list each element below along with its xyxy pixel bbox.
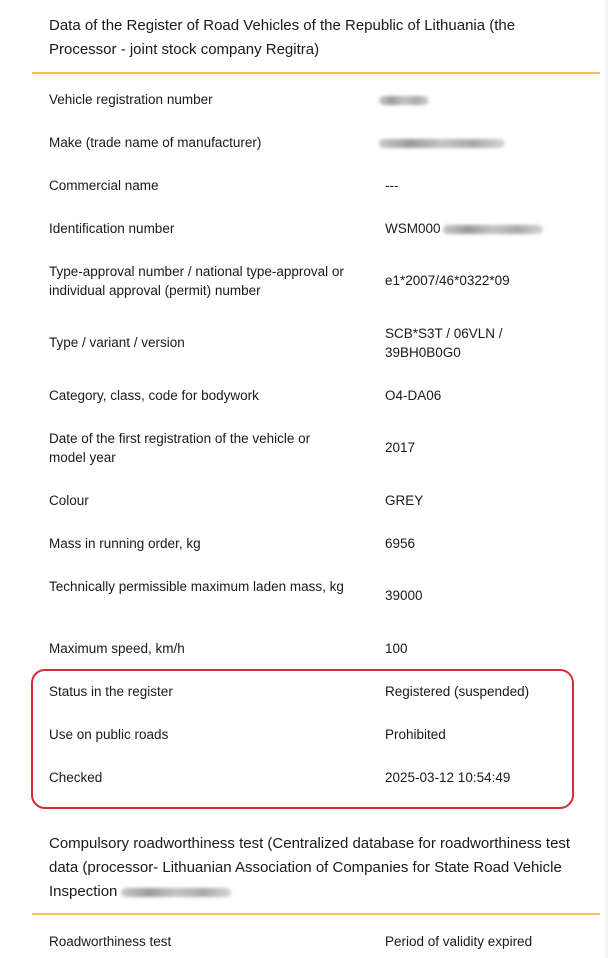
value-use-public-roads: Prohibited (385, 727, 446, 742)
register-section-title: Data of the Register of Road Vehicles of the Republic of Lithuania (the Processor - joint stock company Regitra) (49, 17, 516, 58)
label-checked: Checked (49, 770, 103, 785)
label-commercial-name: Commercial name (49, 178, 159, 193)
label-category: Category, class, code for bodywork (49, 388, 259, 403)
value-max-laden-mass: 39000 (385, 588, 423, 603)
label-type-approval-number: Type-approval number / national type-approval or individual approval (permit) number (49, 264, 344, 298)
value-checked: 2025-03-12 10:54:49 (385, 770, 511, 785)
label-first-registration: Date of the first registration of the vehicle or model year (49, 431, 311, 465)
redacted-blur (379, 139, 505, 148)
label-max-speed: Maximum speed, km/h (49, 641, 185, 656)
value-commercial-name: --- (385, 178, 399, 193)
label-mass-running-order: Mass in running order, kg (49, 536, 201, 551)
section-divider (32, 72, 600, 74)
value-identification-number: WSM000 (385, 219, 595, 238)
label-roadworthiness-test: Roadworthiness test (49, 934, 172, 949)
label-type-variant-version: Type / variant / version (49, 335, 185, 350)
value-type-approval-number: e1*2007/46*0322*09 (385, 273, 510, 288)
value-max-speed: 100 (385, 641, 408, 656)
label-status-register: Status in the register (49, 684, 173, 699)
value-status-register: Registered (suspended) (385, 684, 530, 699)
page-edge (604, 0, 608, 958)
redacted-blur (379, 96, 429, 105)
value-roadworthiness-test: Period of validity expired (385, 934, 533, 949)
value-first-registration: 2017 (385, 440, 416, 455)
redacted-blur (121, 888, 231, 897)
label-use-public-roads: Use on public roads (49, 727, 169, 742)
value-type-variant-version: SCB*S3T / 06VLN / 39BH0B0G0 (385, 326, 503, 360)
label-registration-number: Vehicle registration number (49, 92, 213, 107)
value-colour: GREY (385, 493, 424, 508)
label-colour: Colour (49, 493, 89, 508)
section-divider (32, 913, 600, 915)
roadworthiness-section-title: Compulsory roadworthiness test (Centralized database for roadworthiness test data (processor- Lithuanian Association of Companies for State Road Vehicle Inspection (49, 835, 571, 900)
value-category: O4-DA06 (385, 388, 442, 403)
label-make: Make (trade name of manufacturer) (49, 135, 262, 150)
value-registration-number (385, 90, 595, 109)
label-identification-number: Identification number (49, 221, 175, 236)
value-mass-running-order: 6956 (385, 536, 416, 551)
redacted-blur (443, 225, 543, 234)
value-make (385, 133, 595, 152)
label-max-laden-mass: Technically permissible maximum laden mass, kg (49, 579, 344, 594)
